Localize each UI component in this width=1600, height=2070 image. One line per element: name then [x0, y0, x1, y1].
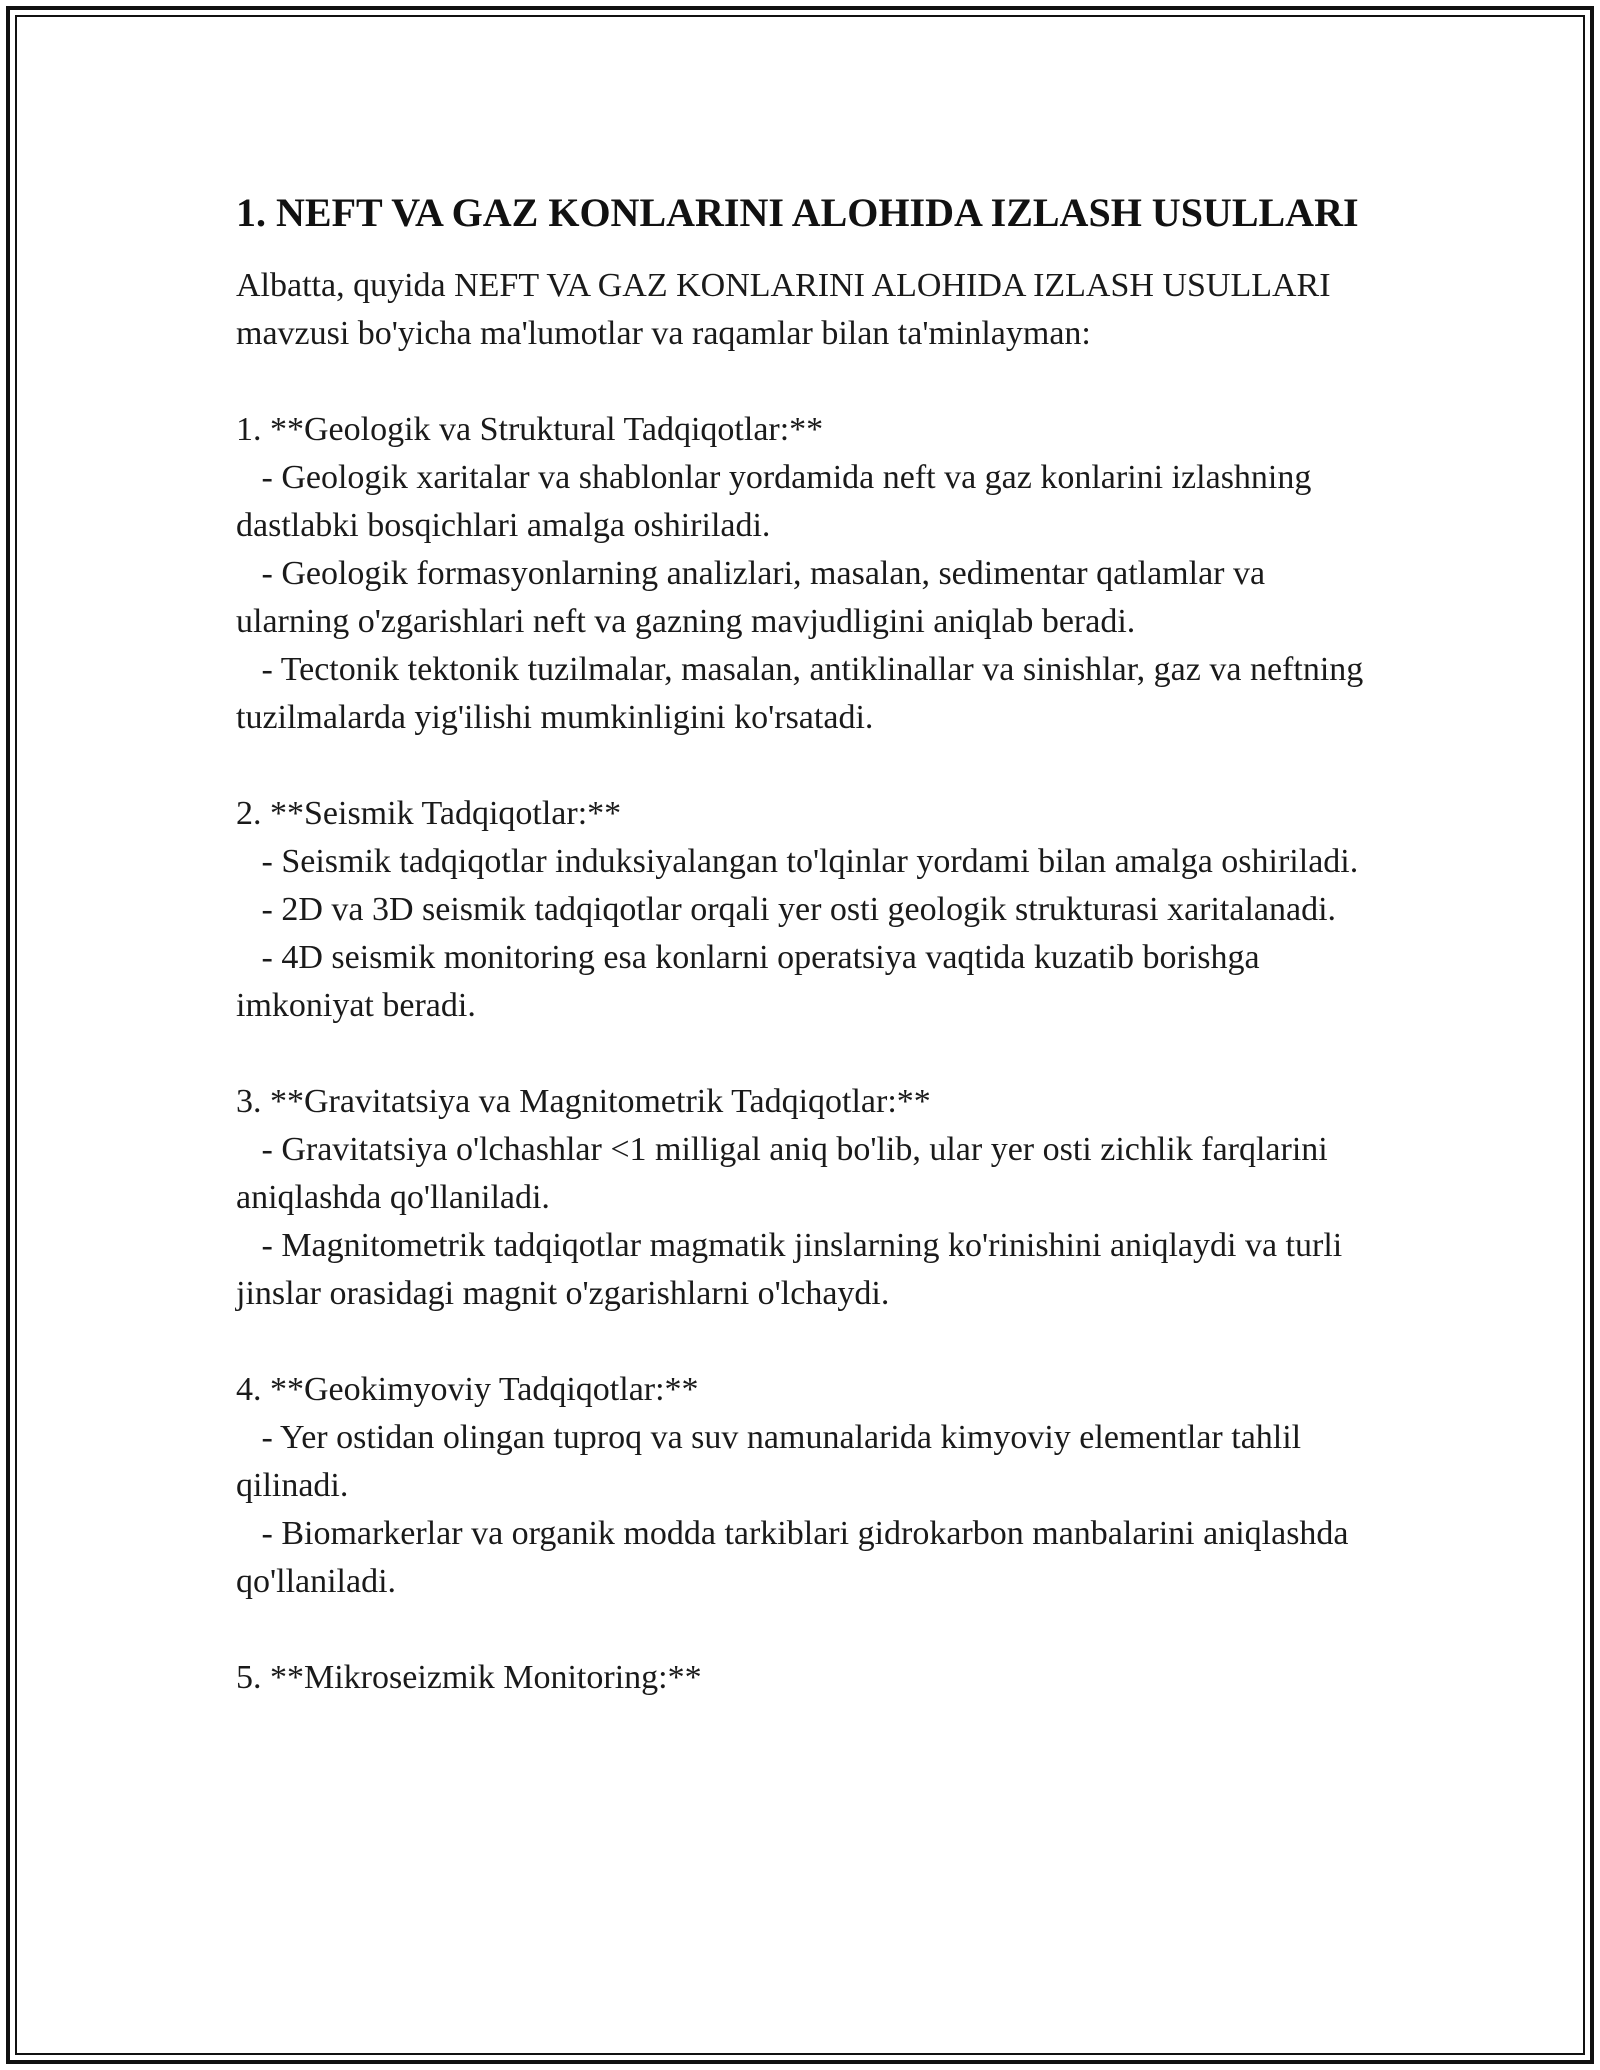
section-bullet: - Biomarkerlar va organik modda tarkiblari gidrokarbon manbalarini aniqlashda qo'llaniladi.	[236, 1515, 1358, 1600]
section-heading: 2. **Seismik Tadqiqotlar:**	[236, 795, 622, 832]
section-mikroseizmik	[236, 1654, 1386, 1702]
section-heading: 4. **Geokimyoviy Tadqiqotlar:**	[236, 1371, 699, 1408]
section-bullet: - Gravitatsiya o'lchashlar <1 milligal aniq bo'lib, ular yer osti zichlik farqlarini aniqlashda qo'llaniladi.	[236, 1131, 1337, 1216]
intro-paragraph: Albatta, quyida NEFT VA GAZ KONLARINI ALOHIDA IZLASH USULLARI mavzusi bo'yicha ma'lumotlar va raqamlar bilan ta'minlayman:	[236, 267, 1340, 352]
section-heading: 5. **Mikroseizmik Monitoring:**	[236, 1659, 702, 1696]
section-seismik	[236, 790, 1386, 1030]
section-gravitatsiya	[236, 1078, 1386, 1318]
section-bullet: - Magnitometrik tadqiqotlar magmatik jinslarning ko'rinishini aniqlaydi va turli jinslar orasidagi magnit o'zgarishlarni o'lchaydi.	[236, 1227, 1351, 1312]
section-geokimyoviy	[236, 1366, 1386, 1606]
document-title: 1. NEFT VA GAZ KONLARINI ALOHIDA IZLASH USULLARI	[236, 190, 1359, 235]
section-geologik	[236, 406, 1386, 742]
section-bullet: - Yer ostidan olingan tuproq va suv namunalarida kimyoviy elementlar tahlil qilinadi.	[236, 1419, 1310, 1504]
document-body	[236, 186, 1386, 1702]
section-bullet: - Geologik xaritalar va shablonlar yordamida neft va gaz konlarini izlashning dastlabki bosqichlari amalga oshiriladi.	[236, 459, 1320, 544]
section-bullet: - Seismik tadqiqotlar induksiyalangan to'lqinlar yordami bilan amalga oshiriladi.	[236, 843, 1359, 880]
section-bullet: - 2D va 3D seismik tadqiqotlar orqali yer osti geologik strukturasi xaritalanadi.	[236, 891, 1337, 928]
section-heading: 3. **Gravitatsiya va Magnitometrik Tadqiqotlar:**	[236, 1083, 931, 1120]
section-bullet: - Geologik formasyonlarning analizlari, masalan, sedimentar qatlamlar va ularning o'zgarishlari neft va gazning mavjudligini aniqlab beradi.	[236, 555, 1274, 640]
section-heading: 1. **Geologik va Struktural Tadqiqotlar:**	[236, 411, 824, 448]
section-bullet: - 4D seismik monitoring esa konlarni operatsiya vaqtida kuzatib borishga imkoniyat beradi.	[236, 939, 1269, 1024]
section-bullet: - Tectonik tektonik tuzilmalar, masalan, antiklinallar va sinishlar, gaz va neftning tuzilmalarda yig'ilishi mumkinligini ko'rsatadi.	[236, 651, 1372, 736]
